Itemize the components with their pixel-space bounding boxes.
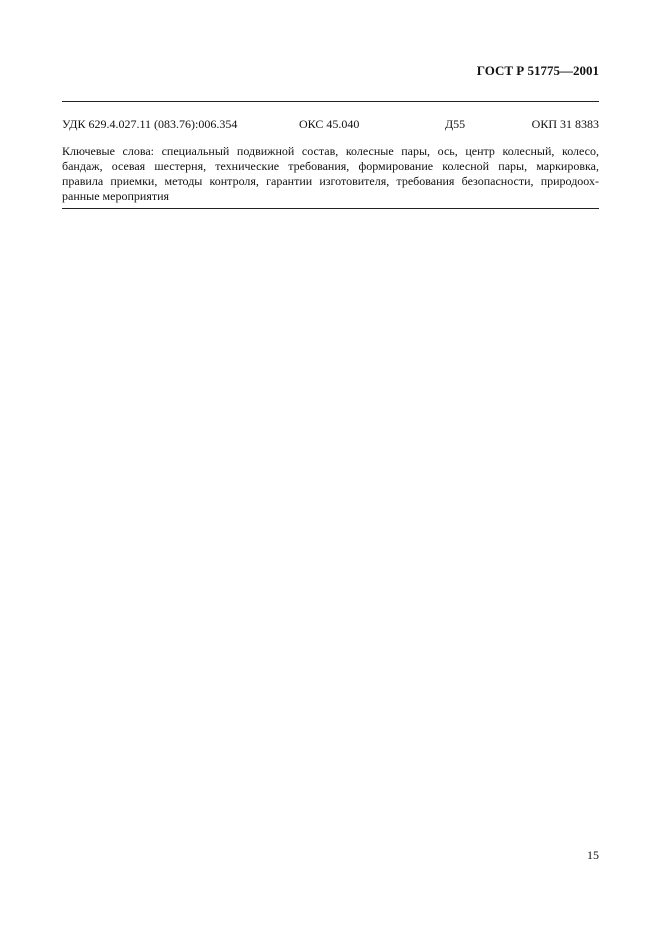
oks-code: ОКС 45.040 — [299, 117, 360, 131]
keywords-line: бандаж, осевая шестерня, технические требования, формирование колесной пары, маркировка, — [62, 159, 599, 173]
page-number: 15 — [587, 848, 599, 862]
group-code: Д55 — [445, 117, 466, 131]
keywords-line: правила приемки, методы контроля, гарантии изготовителя, требования безопасности, природоох- — [62, 174, 599, 188]
okp-code: ОКП 31 8383 — [531, 117, 599, 131]
top-divider — [62, 101, 599, 102]
keywords-line: Ключевые слова: специальный подвижной состав, колесные пары, ось, центр колесный, колесо, — [62, 144, 599, 158]
classification-codes-row — [62, 117, 599, 133]
keywords-line: ранные мероприятия — [62, 189, 170, 203]
keywords-paragraph — [62, 144, 599, 204]
udk-code: УДК 629.4.027.11 (083.76):006.354 — [62, 117, 238, 131]
document-code: ГОСТ Р 51775—2001 — [476, 63, 599, 78]
bottom-divider — [62, 208, 599, 209]
